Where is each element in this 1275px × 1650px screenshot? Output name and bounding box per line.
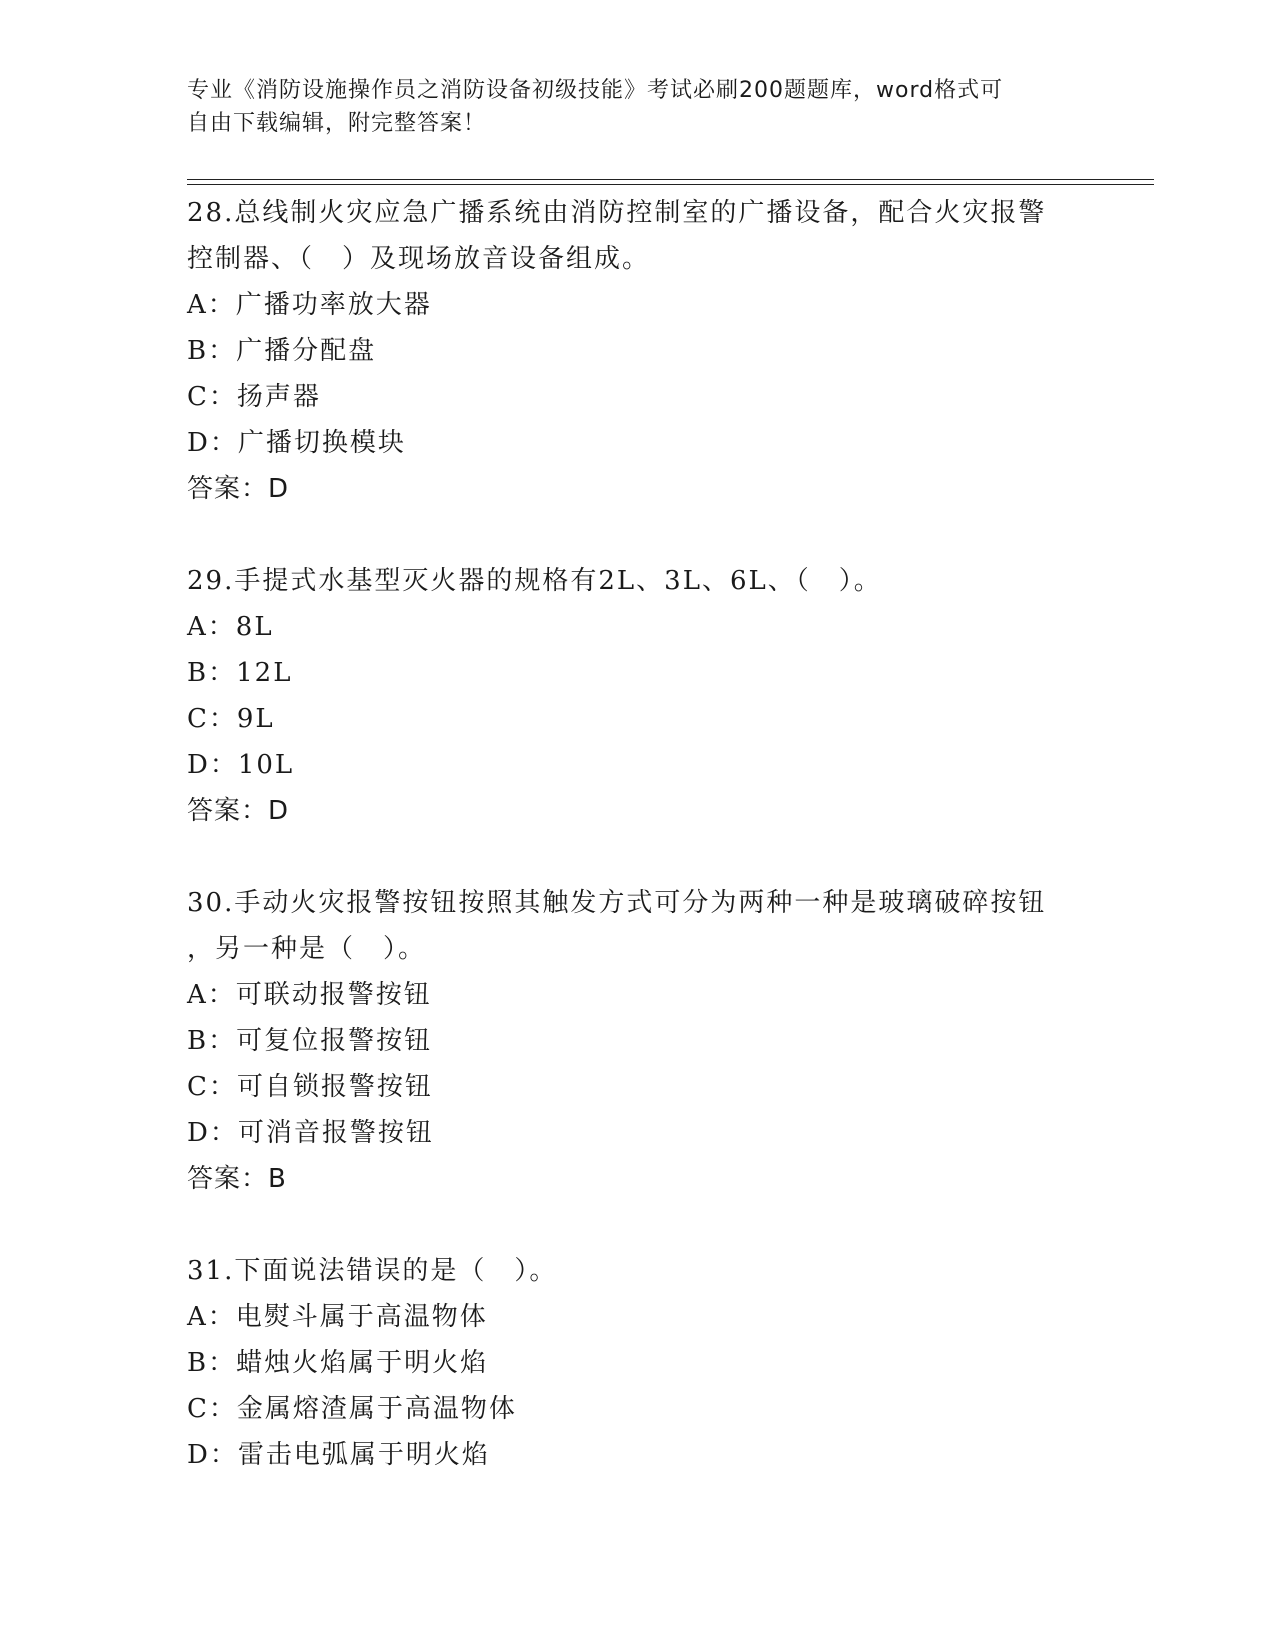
document-header — [187, 74, 1067, 140]
question-stem-continued: 控制器、（ ）及现场放音设备组成。 — [187, 244, 651, 274]
answer: 答案：B — [187, 1164, 287, 1194]
option-d: D：广播切换模块 — [187, 428, 406, 458]
answer: 答案：D — [187, 796, 290, 826]
question-31 — [187, 1248, 1087, 1478]
header-divider-top — [187, 179, 1154, 180]
question-29 — [187, 558, 1087, 834]
question-spacer — [187, 1202, 1087, 1248]
question-stem-continued: ，另一种是（ ）。 — [187, 934, 427, 964]
question-stem: 31.下面说法错误的是（ ）。 — [187, 1256, 558, 1286]
header-divider-bottom — [187, 184, 1154, 185]
question-28 — [187, 190, 1087, 512]
option-c: C：扬声器 — [187, 382, 321, 412]
answer: 答案：D — [187, 474, 290, 504]
option-d: D：雷击电弧属于明火焰 — [187, 1440, 490, 1470]
option-c: C：9L — [187, 704, 275, 734]
question-stem: 28.总线制火灾应急广播系统由消防控制室的广播设备，配合火灾报警 — [187, 198, 1047, 228]
option-a: A：8L — [187, 612, 274, 642]
option-c: C：金属熔渣属于高温物体 — [187, 1394, 517, 1424]
option-b: B：蜡烛火焰属于明火焰 — [187, 1348, 489, 1378]
question-spacer — [187, 834, 1087, 880]
option-a: A：可联动报警按钮 — [187, 980, 432, 1010]
option-d: D：可消音报警按钮 — [187, 1118, 434, 1148]
option-c: C：可自锁报警按钮 — [187, 1072, 433, 1102]
option-b: B：广播分配盘 — [187, 336, 377, 366]
option-a: A：电熨斗属于高温物体 — [187, 1302, 488, 1332]
header-line-1: 专业《消防设施操作员之消防设备初级技能》考试必刷200题题库，word格式可 — [187, 78, 1004, 103]
question-spacer — [187, 512, 1087, 558]
question-30 — [187, 880, 1087, 1202]
option-d: D：10L — [187, 750, 295, 780]
question-list — [187, 190, 1087, 1478]
option-b: B：12L — [187, 658, 293, 688]
question-stem: 29.手提式水基型灭火器的规格有2L、3L、6L、（ ）。 — [187, 566, 882, 596]
header-line-2: 自由下载编辑，附完整答案！ — [187, 111, 487, 136]
option-a: A：广播功率放大器 — [187, 290, 432, 320]
question-stem: 30.手动火灾报警按钮按照其触发方式可分为两种一种是玻璃破碎按钮 — [187, 888, 1047, 918]
option-b: B：可复位报警按钮 — [187, 1026, 433, 1056]
